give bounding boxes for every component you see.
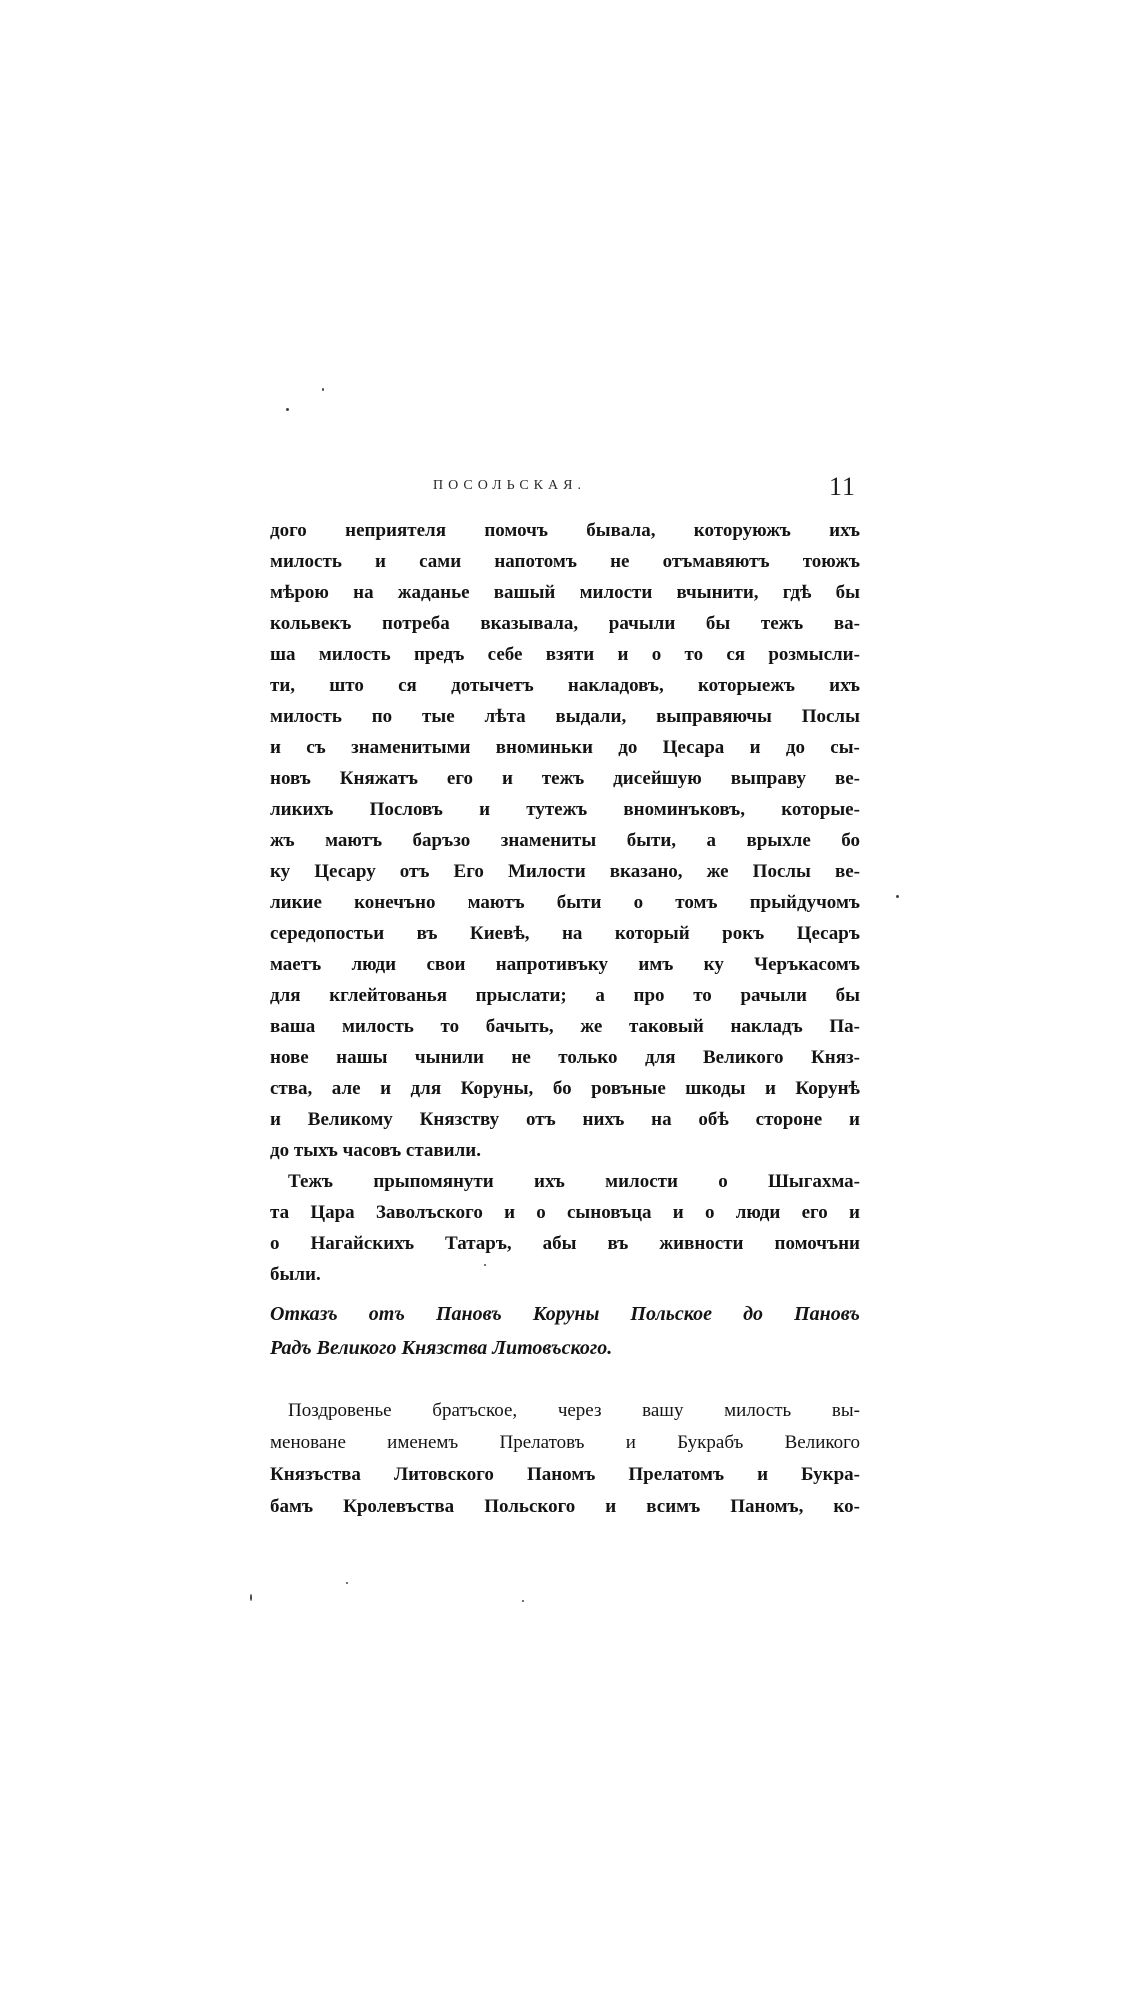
text-line: середопостьи въ Киевѣ, на который рокъ Цесаръ xyxy=(270,923,860,944)
scan-speck xyxy=(522,1600,524,1602)
text-line: ликие конечъно маютъ быти о томъ прыйдучомъ xyxy=(270,892,860,913)
text-line: для кглейтованья прыслати; а про то рачыли бы xyxy=(270,985,860,1006)
text-line: новъ Княжатъ его и тежъ дисейшую выправу ве- xyxy=(270,768,860,789)
text-line: о Нагайскихъ Татаръ, абы въ живности помочъни xyxy=(270,1233,860,1254)
text-line: дого неприятеля помочъ бывала, которуюжъ ихъ xyxy=(270,520,860,541)
scan-speck xyxy=(346,1582,348,1584)
scan-speck xyxy=(250,1594,252,1601)
running-head: ПОСОЛЬСКАЯ. xyxy=(433,478,586,493)
text-line: ваша милость то бачыть, же таковый накладъ Па- xyxy=(270,1016,860,1037)
section-title xyxy=(270,1297,860,1365)
page-number: 11 xyxy=(828,472,856,501)
text-line: до тыхъ часовъ ставили. xyxy=(270,1140,481,1161)
scan-speck xyxy=(322,388,324,391)
text-line: ку Цесару отъ Его Милости вказано, же Послы ве- xyxy=(270,861,860,882)
text-line: ти, што ся дотычетъ накладовъ, которыежъ ихъ xyxy=(270,675,860,696)
letter-text xyxy=(270,1395,860,1523)
text-line: кольвекъ потреба вказывала, рачыли бы тежъ ва- xyxy=(270,613,860,634)
text-line: и Великому Князству отъ нихъ на обѣ стороне и xyxy=(270,1109,860,1130)
text-line: Поздровенье братъское, через вашу милость вы- xyxy=(288,1400,860,1421)
text-line: бамъ Кролевъства Польского и всимъ Паномъ, ко- xyxy=(270,1496,860,1517)
text-line: милость по тые лѣта выдали, выправяючы Послы xyxy=(270,706,860,727)
text-line: мѣрою на жаданье вашый милости вчынити, гдѣ бы xyxy=(270,582,860,603)
scan-speck xyxy=(286,408,289,411)
text-line: Князъства Литовского Паномъ Прелатомъ и Букра- xyxy=(270,1464,860,1485)
text-line: ша милость предъ себе взяти и о то ся розмысли- xyxy=(270,644,860,665)
text-line: жъ маютъ баръзо знамениты быти, а врыхле бо xyxy=(270,830,860,851)
text-line: были. xyxy=(270,1264,321,1285)
text-line: маетъ люди свои напротивъку имъ ку Черъкасомъ xyxy=(270,954,860,975)
text-line: меноване именемъ Прелатовъ и Букрабъ Великого xyxy=(270,1432,860,1453)
scan-speck xyxy=(484,1264,486,1266)
text-line: нове нашы чынили не только для Великого Княз- xyxy=(270,1047,860,1068)
text-line: милость и сами напотомъ не отъмавяютъ тоюжъ xyxy=(270,551,860,572)
text-line: ликихъ Пословъ и тутежъ вноминъковъ, которые- xyxy=(270,799,860,820)
text-line: та Цара Заволъского и о сыновъца и о люди его и xyxy=(270,1202,860,1223)
text-line: ства, але и для Коруны, бо ровъные шкоды и Корунѣ xyxy=(270,1078,860,1099)
scan-speck xyxy=(896,895,899,898)
text-line: и съ знаменитыми вноминьки до Цесара и до сы- xyxy=(270,737,860,758)
page-header xyxy=(270,472,860,504)
text-line: Тежъ прыпомянути ихъ милости о Шыгахма- xyxy=(288,1171,860,1192)
section-title-line: Отказъ отъ Пановъ Коруны Польское до Пановъ xyxy=(270,1303,860,1325)
section-title-line: Радъ Великого Князства Литовъского. xyxy=(270,1337,613,1359)
body-text xyxy=(270,515,860,1290)
